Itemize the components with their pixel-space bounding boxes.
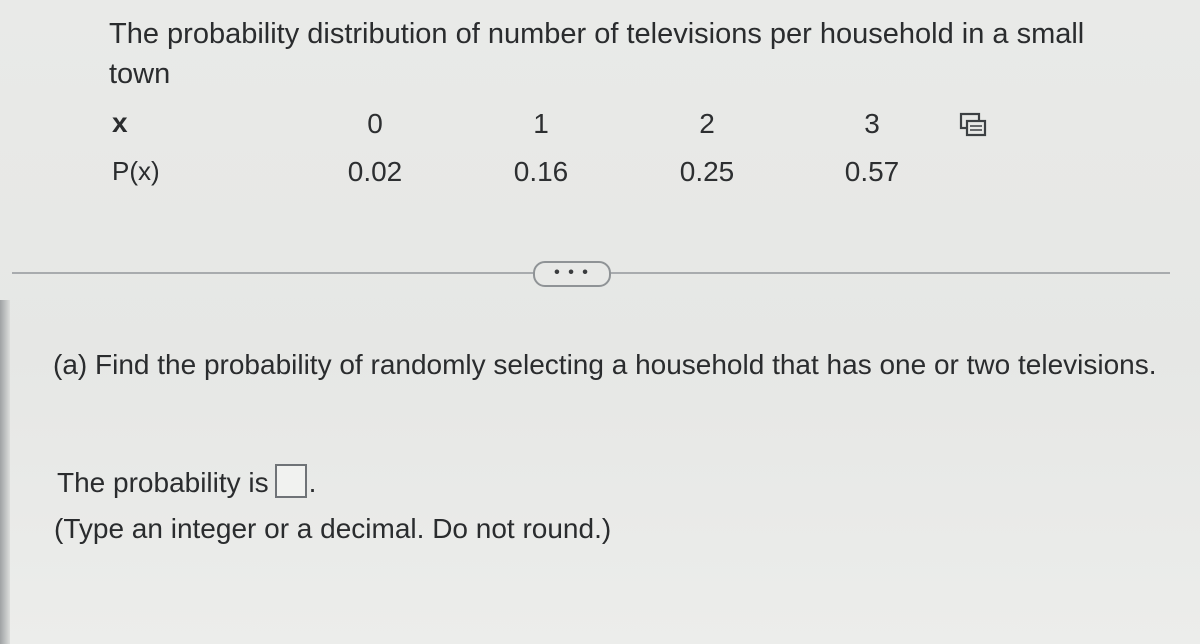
probability-cell: 0.57 — [844, 156, 900, 187]
px-row-header: P(x) — [112, 156, 160, 186]
expand-more-button[interactable]: • • • — [533, 261, 611, 287]
x-value-cell: 3 — [864, 108, 880, 139]
probability-cell: 0.25 — [679, 156, 735, 187]
screen-edge-shadow — [0, 300, 10, 644]
answer-input-box[interactable] — [275, 464, 307, 498]
x-value-cell: 1 — [533, 108, 549, 139]
answer-suffix: . — [308, 467, 317, 498]
problem-title: The probability distribution of number of televisions per household in a small town — [109, 18, 1085, 90]
copy-icon[interactable] — [958, 112, 988, 140]
probability-cell: 0.02 — [347, 156, 403, 187]
answer-hint: (Type an integer or a decimal. Do not round.) — [54, 513, 612, 544]
answer-line — [57, 463, 316, 503]
probability-cell: 0.16 — [513, 156, 569, 187]
x-row-header: x — [112, 107, 128, 138]
x-value-cell: 0 — [367, 108, 383, 139]
distribution-table — [0, 0, 1200, 200]
x-value-cell: 2 — [699, 108, 715, 139]
answer-prefix: The probability is — [57, 467, 269, 498]
question-text: (a) Find the probability of randomly selecting a household that has one or two televisions. — [53, 349, 1157, 380]
